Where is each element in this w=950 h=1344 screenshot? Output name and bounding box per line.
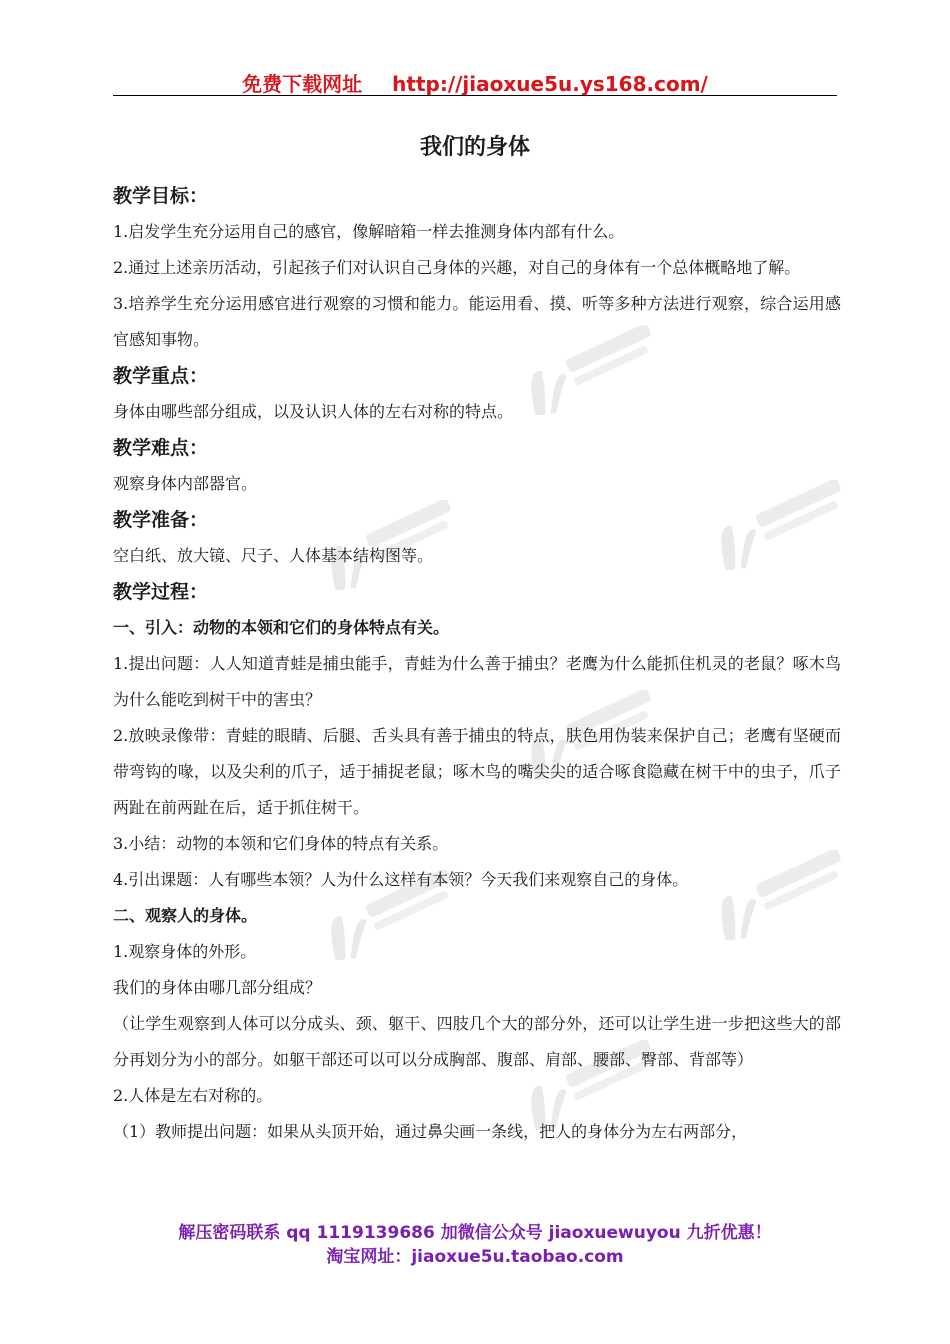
section-heading-goals: 教学目标： (113, 185, 209, 207)
paragraph: 2.人体是左右对称的。 (113, 1086, 273, 1105)
goal-item: 1.启发学生充分运用自己的感官，像解暗箱一样去推测身体内部有什么。 (113, 222, 625, 241)
download-header (113, 68, 837, 96)
document-body (113, 178, 841, 1150)
header-url[interactable]: http://jiaoxue5u.ys168.com/ (392, 72, 708, 96)
footer-shop-url[interactable]: 淘宝网址：jiaoxue5u.taobao.com (326, 1247, 624, 1267)
paragraph: 我们的身体由哪几部分组成？ (113, 978, 322, 997)
paragraph: 3.小结：动物的本领和它们身体的特点有关系。 (113, 834, 449, 853)
part-heading: 二、观察人的身体。 (113, 906, 258, 925)
paragraph: （1）教师提出问题：如果从头顶开始，通过鼻尖画一条线，把人的身体分为左右两部分， (113, 1122, 748, 1141)
difficulty-text: 观察身体内部器官。 (113, 474, 258, 493)
goal-item: 2.通过上述亲历活动，引起孩子们对认识自己身体的兴趣，对自己的身体有一个总体概略地了解。 (113, 258, 801, 277)
header-divider (113, 95, 837, 96)
paragraph: （让学生观察到人体可以分成头、颈、躯干、四肢几个大的部分外，还可以让学生进一步把这些大的部分再划分为小的部分。如躯干部还可以可以分成胸部、腹部、肩部、腰部、臀部、背部等） (113, 1014, 841, 1069)
prep-text: 空白纸、放大镜、尺子、人体基本结构图等。 (113, 546, 434, 565)
goal-item: 3.培养学生充分运用感官进行观察的习惯和能力。能运用看、摸、听等多种方法进行观察，综合运用感官感知事物。 (113, 294, 841, 349)
paragraph: 2.放映录像带：青蛙的眼睛、后腿、舌头具有善于捕虫的特点，肤色用伪装来保护自己；老鹰有坚硬而带弯钩的喙，以及尖利的爪子，适于捕捉老鼠；啄木鸟的嘴尖尖的适合啄食隐藏在树干中的虫子，爪子两趾在前两趾在后，适于抓住树干。 (113, 726, 841, 817)
header-label: 免费下载网址 (242, 72, 363, 96)
paragraph: 4.引出课题：人有哪些本领？人为什么这样有本领？今天我们来观察自己的身体。 (113, 870, 689, 889)
page-title: 我们的身体 (419, 135, 530, 160)
section-heading-key: 教学重点： (113, 365, 209, 387)
section-heading-difficulty: 教学难点： (113, 437, 209, 459)
part-heading: 一、引入：动物的本领和它们的身体特点有关。 (113, 618, 450, 637)
section-heading-prep: 教学准备： (113, 509, 209, 531)
footer-contact: 解压密码联系 qq 1119139686 加微信公众号 jiaoxuewuyou 九折优惠！ (178, 1223, 772, 1243)
section-heading-process: 教学过程： (113, 581, 209, 603)
paragraph: 1.观察身体的外形。 (113, 942, 257, 961)
paragraph: 1.提出问题：人人知道青蛙是捕虫能手，青蛙为什么善于捕虫？老鹰为什么能抓住机灵的老鼠？啄木鸟为什么能吃到树干中的害虫？ (113, 654, 841, 709)
key-text: 身体由哪些部分组成，以及认识人体的左右对称的特点。 (113, 402, 514, 421)
